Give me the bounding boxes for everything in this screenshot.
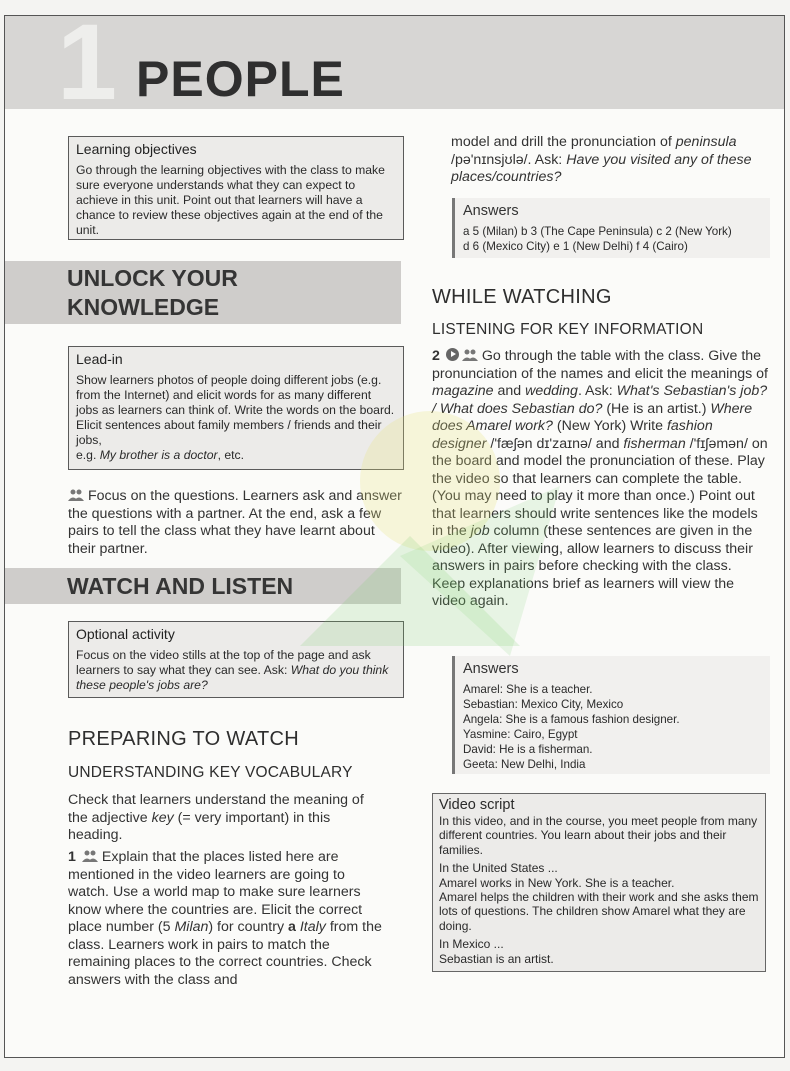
item-1-italy: Italy <box>299 919 326 935</box>
lead-in-box <box>68 346 404 470</box>
example-prefix: e.g. <box>76 448 100 462</box>
lead-in-text: Show learners photos of people doing different jobs (e.g. from the Internet) and elicit words for as many different jobs as learners can think of. Write the words on the board. Elicit sentences about family members / friends and their jobs, <box>76 373 395 447</box>
check-a: Check that learners understand the meaning of the adjective <box>68 792 364 826</box>
video-script-amarel-2: Amarel helps the children with their work and she asks them lots of questions. The children show Amarel what they are doing. <box>439 890 759 933</box>
video-script-us: In the United States ... <box>439 861 558 876</box>
check-paragraph <box>68 792 373 845</box>
item-2-paragraph <box>432 348 768 611</box>
optional-activity-box <box>68 621 404 698</box>
pair-work-icon <box>462 349 478 361</box>
textbook-page <box>4 15 785 1058</box>
optional-activity-question: What do you think these people's jobs are? <box>76 663 389 692</box>
check-key: key <box>151 809 174 826</box>
video-script-box <box>432 793 766 972</box>
item-2-t5: (New York) Write <box>552 418 667 434</box>
peninsula-ipa: /pə'nɪnsjʊlə/. Ask: <box>451 151 567 168</box>
answers-2-line: David: He is a fisherman. <box>463 743 593 756</box>
learning-objectives-title: Learning objectives <box>76 141 197 157</box>
video-script-sebastian: Sebastian is an artist. <box>439 951 554 966</box>
example-text: My brother is a doctor <box>99 448 218 462</box>
item-1-number: 1 <box>68 849 76 865</box>
item-2-fashion-designer: fashion designer <box>432 418 713 452</box>
answers-2-line: Angela: She is a famous fashion designer. <box>463 713 680 726</box>
item-2-wedding: wedding <box>525 383 578 399</box>
answers-2-line: Yasmine: Cairo, Egypt <box>463 728 578 741</box>
answers-box-1 <box>452 198 770 258</box>
optional-activity-body: Focus on the video stills at the top of the page and ask learners to say what they can see. Ask: <box>76 648 371 677</box>
lead-in-example <box>76 448 396 463</box>
unlock-knowledge-heading <box>5 261 401 324</box>
item-1-a: Explain that the places listed here are mentioned in the video learners are going to watch. Use a world map to make sure learners know where the countries are. Elicit the correct place number (5 <box>68 849 363 935</box>
pair-work-icon <box>68 489 84 501</box>
right-top-paragraph <box>451 134 769 187</box>
item-2-number: 2 <box>432 348 440 364</box>
item-2-t2: and <box>493 383 526 399</box>
unlock-line-1: UNLOCK YOUR <box>67 265 238 291</box>
item-1-b: ) for country <box>208 919 289 935</box>
video-script-amarel-1: Amarel works in New York. She is a teacher. <box>439 875 675 890</box>
right-top-a: model and drill the pronunciation of <box>451 134 676 150</box>
item-1-paragraph <box>68 849 386 989</box>
item-1-a-label: a <box>288 919 296 935</box>
focus-para-text: Focus on the questions. Learners ask and answer the questions with a partner. At the end, ask a few pairs to tell the class what they have learnt about their partner. <box>68 488 402 557</box>
answers-1-title: Answers <box>463 203 519 219</box>
understanding-heading: UNDERSTANDING KEY VOCABULARY <box>68 764 353 781</box>
item-2-t7: /'fɪʃəmən/ on the board and model the pronunciation of these. Play the video so that learners can complete the table. (You may need to play it more than once.) Point out that learners should write sentences like the models in the <box>432 435 768 539</box>
answers-2-line: Sebastian: Mexico City, Mexico <box>463 698 624 711</box>
learning-objectives-box <box>68 136 404 240</box>
check-b: (= very important) in this heading. <box>68 809 331 843</box>
video-script-p1: In this video, and in the course, you meet people from many different countries. You learn about their jobs and their families. <box>439 814 758 857</box>
preparing-heading: PREPARING TO WATCH <box>68 728 299 750</box>
item-2-t4: (He is an artist.) <box>602 400 711 417</box>
item-1-c: from the class. Learners work in pairs to match the remaining places to the correct countries. Check answers with the class and <box>68 919 382 988</box>
item-2-job: job <box>470 523 490 539</box>
item-2-t8: column (these sentences are given in the video). After viewing, allow learners to discuss their answers in pairs before checking with the class. Keep explanations brief as learners will view the video again. <box>432 523 753 609</box>
watch-listen-heading <box>5 568 401 604</box>
video-script-mexico: In Mexico ... <box>439 937 504 952</box>
lead-in-title: Lead-in <box>76 351 123 367</box>
play-video-icon <box>446 348 459 361</box>
answers-2-line: Geeta: New Delhi, India <box>463 758 586 771</box>
unlock-line-2: KNOWLEDGE <box>67 294 220 320</box>
while-watching-heading: WHILE WATCHING <box>432 286 612 308</box>
item-2-magazine: magazine <box>432 383 494 399</box>
focus-questions-paragraph <box>68 488 404 558</box>
answers-1-line-2: d 6 (Mexico City) e 1 (New Delhi) f 4 (Cairo) <box>463 240 688 253</box>
unit-title: PEOPLE <box>136 51 345 107</box>
answers-box-2 <box>452 656 770 774</box>
item-2-q2: Where does Amarel work? <box>432 400 753 434</box>
watch-listen-text: WATCH AND LISTEN <box>67 573 294 599</box>
video-script-title: Video script <box>439 797 515 813</box>
answers-1-line-1: a 5 (Milan) b 3 (The Cape Peninsula) c 2 (New York) <box>463 225 732 238</box>
answers-2-line: Amarel: She is a teacher. <box>463 683 593 696</box>
item-2-q1: What's Sebastian's job? / What does Sebastian do? <box>432 383 768 417</box>
item-2-t3: . Ask: <box>577 383 617 399</box>
peninsula-word: peninsula <box>675 134 737 150</box>
listening-key-heading: LISTENING FOR KEY INFORMATION <box>432 321 704 338</box>
optional-activity-text <box>76 648 396 693</box>
learning-objectives-text: Go through the learning objectives with the class to make sure everyone understands what they can expect to achieve in this unit. Point out that learners will have a chance to review these objectives again at the end of the unit. <box>76 163 385 237</box>
visited-question: Have you visited any of these places/countries? <box>451 151 752 185</box>
unit-header <box>5 15 784 122</box>
optional-activity-title: Optional activity <box>76 626 175 642</box>
item-2-t6: /'fæʃən dɪ'zaɪnə/ and <box>486 435 624 452</box>
unit-number: 1 <box>57 15 118 122</box>
item-2-fisherman: fisherman <box>623 435 686 452</box>
item-2-t1: Go through the table with the class. Give the pronunciation of the names and elicit the meanings of <box>432 348 768 382</box>
answers-2-title: Answers <box>463 661 519 677</box>
example-suffix: , etc. <box>217 448 244 462</box>
item-1-milan: Milan <box>174 919 209 935</box>
pair-work-icon <box>82 850 98 862</box>
